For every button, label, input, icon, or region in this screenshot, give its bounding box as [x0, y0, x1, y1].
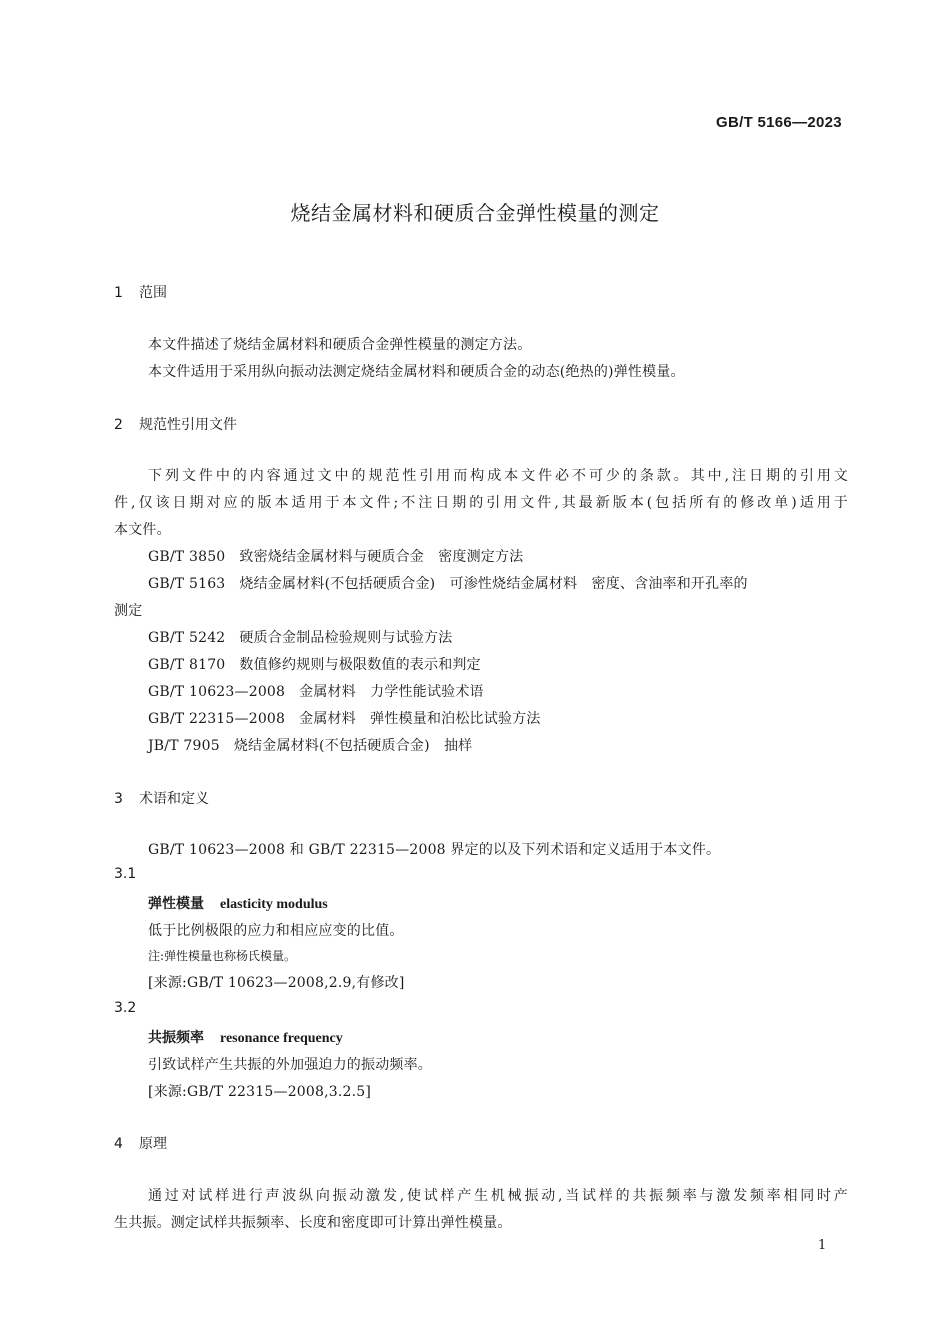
- paragraph: 本文件适用于采用纵向振动法测定烧结金属材料和硬质合金的动态(绝热的)弹性模量。: [148, 364, 685, 380]
- section-2-heading: [114, 414, 237, 434]
- reference-code: GB/T 5163: [148, 576, 226, 592]
- reference-continuation: 测定: [114, 603, 143, 619]
- term-definition: 引致试样产生共振的外加强迫力的振动频率。: [148, 1057, 432, 1073]
- term-source: [来源:GB/T 10623—2008,2.9,有修改]: [148, 975, 405, 991]
- term-english: elasticity modulus: [220, 897, 328, 912]
- section-number: 3: [114, 791, 123, 807]
- term-source: [来源:GB/T 22315—2008,3.2.5]: [148, 1084, 372, 1100]
- reference-item: [148, 573, 748, 593]
- reference-item: [148, 654, 481, 674]
- reference-item: [148, 681, 484, 701]
- section-3-heading: [114, 788, 209, 808]
- subclause-number: 3.1: [114, 866, 137, 882]
- reference-title: 烧结金属材料(不包括硬质合金) 抽样: [233, 738, 473, 754]
- reference-item: [148, 708, 541, 728]
- reference-item: [148, 627, 452, 647]
- reference-code: GB/T 5242: [148, 630, 226, 646]
- paragraph-line: 本文件。: [114, 522, 171, 538]
- section-title: 术语和定义: [139, 791, 209, 807]
- reference-code: JB/T 7905: [148, 738, 220, 754]
- section-1-heading: [114, 282, 167, 302]
- reference-title: 硬质合金制品检验规则与试验方法: [239, 630, 453, 646]
- reference-code: GB/T 8170: [148, 657, 226, 673]
- reference-code: GB/T 22315—2008: [148, 711, 286, 727]
- document-title: 烧结金属材料和硬质合金弹性模量的测定: [290, 201, 660, 225]
- reference-item: [148, 546, 523, 566]
- reference-code: GB/T 3850: [148, 549, 226, 565]
- page-number: 1: [818, 1238, 827, 1253]
- reference-title: 烧结金属材料(不包括硬质合金) 可渗性烧结金属材料 密度、含油率和开孔率的: [239, 576, 748, 592]
- reference-title: 金属材料 力学性能试验术语: [299, 684, 484, 700]
- paragraph-line: 生共振。测定试样共振频率、长度和密度即可计算出弹性模量。: [114, 1215, 512, 1231]
- section-title: 原理: [139, 1136, 167, 1152]
- section-number: 1: [114, 285, 123, 301]
- term-note: 注:弹性模量也称杨氏模量。: [148, 949, 297, 963]
- term-chinese: 共振频率: [148, 1030, 204, 1046]
- term-definition: 低于比例极限的应力和相应应变的比值。: [148, 923, 404, 939]
- paragraph-line: 件,仅该日期对应的版本适用于本文件;不注日期的引用文件,其最新版本(包括所有的修改单)适用于: [114, 495, 848, 511]
- term-chinese: 弹性模量: [148, 896, 204, 912]
- section-number: 4: [114, 1136, 123, 1152]
- section-4-heading: [114, 1133, 167, 1153]
- standard-number: GB/T 5166—2023: [716, 114, 842, 131]
- reference-code: GB/T 10623—2008: [148, 684, 286, 700]
- paragraph-line: 下列文件中的内容通过文中的规范性引用而构成本文件必不可少的条款。其中,注日期的引用文: [148, 468, 848, 484]
- section-title: 规范性引用文件: [139, 417, 237, 433]
- paragraph: GB/T 10623—2008 和 GB/T 22315—2008 界定的以及下列术语和定义适用于本文件。: [148, 842, 721, 858]
- section-title: 范围: [139, 285, 167, 301]
- term-english: resonance frequency: [220, 1031, 343, 1046]
- paragraph: 本文件描述了烧结金属材料和硬质合金弹性模量的测定方法。: [148, 337, 532, 353]
- reference-title: 致密烧结金属材料与硬质合金 密度测定方法: [239, 549, 524, 565]
- paragraph-line: 通过对试样进行声波纵向振动激发,使试样产生机械振动,当试样的共振频率与激发频率相同时产: [148, 1188, 848, 1204]
- subclause-number: 3.2: [114, 1000, 137, 1016]
- reference-title: 金属材料 弹性模量和泊松比试验方法: [299, 711, 541, 727]
- term-entry: [148, 1027, 343, 1047]
- term-entry: [148, 893, 328, 913]
- reference-item: [148, 735, 472, 755]
- reference-title: 数值修约规则与极限数值的表示和判定: [239, 657, 481, 673]
- section-number: 2: [114, 417, 123, 433]
